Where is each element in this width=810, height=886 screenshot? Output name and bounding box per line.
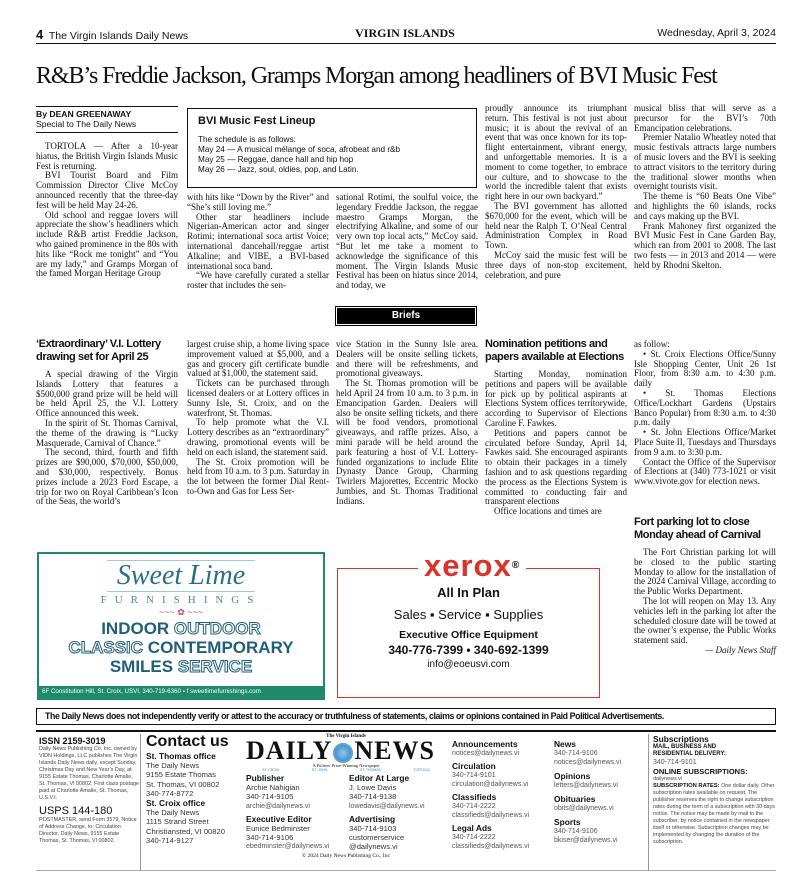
xerox-email: info@eoeusvi.com <box>427 659 510 670</box>
departments-right <box>554 739 646 845</box>
xerox-company: Executive Office Equipment <box>399 629 538 641</box>
issn: ISSN 2159-3019 <box>39 736 106 746</box>
lottery-column-1 <box>36 338 178 507</box>
paragraph: sational Rotimi, the soulful voice, the legendary Freddie Jackson, the reggae maestro Gramps Morgan, the electrifying Alkaline, and some of our very own top local acts,” McCoy said. “But let me take a moment to acknowledge the significance of this moment. The Virgin Islands Music Festival has been on hiatus since 2014, and today, we <box>336 192 478 291</box>
story-column-4 <box>485 104 627 280</box>
staff-left <box>246 773 349 851</box>
eal-name: J. Lowe Davis <box>349 783 397 793</box>
ad-word: OUTDOOR <box>173 619 261 638</box>
paragraph: The second, third, fourth and fifth prizes are $90,000, $70,000, $50,000, and $30,000, respectively. Bonus prizes include a 2023 Ford Escape, a trip for two on Royal Caribbean’s Icon of the Seas, the world’s <box>36 447 178 507</box>
xerox-wordmark: xerox <box>424 548 512 583</box>
dept-email[interactable]: classifieds@dailynews.vi <box>452 843 530 850</box>
story-column-2 <box>187 193 329 291</box>
header-rule <box>36 43 776 44</box>
sidebar-intro: The schedule is as follows: <box>198 135 296 144</box>
paragraph: The Fort Christian parking lot will be closed to the public starting Monday to allow for the installation of the 2024 Carnival Village, according to the Public Works Department. <box>634 547 776 597</box>
office-line: 1115 Strand Street <box>146 817 209 827</box>
paragraph: • St. Croix Elections Office/Sunny Isle Shopping Center, Unit 26 1st Floor, from 8:30 a.m. to 4:30 p.m. daily <box>634 348 776 389</box>
office-line: Christiansted, VI 00820 <box>146 826 225 836</box>
dept-title: Legal Ads <box>452 823 492 833</box>
ad-line-1 <box>39 619 323 638</box>
sidebar-item: May 24 — A musical mélange of soca, afrobeat and r&b <box>198 145 401 154</box>
dept-phone: 340-714-9106 <box>554 750 598 757</box>
byline-credit: Special to The Daily News <box>36 119 137 129</box>
dept-phone: 340-714-2222 <box>452 834 496 841</box>
xerox-logo <box>418 548 526 583</box>
advertising-title: Advertising <box>349 813 396 824</box>
dept-phone: 340-714-2222 <box>452 803 496 810</box>
office-line: The Daily News <box>146 808 200 818</box>
xerox-plan: All In Plan <box>437 585 500 600</box>
dept-email[interactable]: notices@dailynews.vi <box>554 759 622 766</box>
island: TORTOLA <box>413 768 430 773</box>
section-name: VIRGIN ISLANDS <box>355 26 455 40</box>
paragraph: Other star headliners include Nigerian-American actor and singer Rotimi; international soca artist Voice; international dancehall/reggae artist Alkaline; and VIBE, a BVI-based international soca band. <box>187 211 329 271</box>
paragraph: • St. John Elections Office/Market Place Suite II, Tuesdays and Thursdays from 9 a.m. to 3:30 p.m. <box>634 427 776 457</box>
paragraph: The theme is “60 Beats One Vibe” and highlights the 60 islands, rocks and cays making up the BVI. <box>634 191 776 221</box>
divider <box>140 734 141 871</box>
subs-site[interactable]: dailynews.vi <box>653 776 683 782</box>
contact-title: Contact us <box>146 733 229 750</box>
publisher-phone: 340-714-9105 <box>246 792 294 802</box>
paragraph: Starting Monday, nomination petitions and papers will be available for pick up by political aspirants at Elections System offices territorywide, according to Supervisor of Elections Caroline F. Fawkes. <box>485 369 627 428</box>
island: ST. THOMAS <box>359 768 381 773</box>
story-column-3 <box>336 193 478 291</box>
dept-email[interactable]: classifieds@dailynews.vi <box>452 812 530 819</box>
subs-mail: RESIDENTIAL DELIVERY: <box>653 751 726 757</box>
paragraph: In the spirit of St. Thomas Carnival, the theme of the drawing is “Lucky Masquerade, Carnival of Chance.” <box>36 417 178 448</box>
advertising-email[interactable]: @dailynews.vi <box>349 842 398 852</box>
subs-phone: 340-714-9101 <box>653 759 697 766</box>
paragraph: Office locations and times are <box>494 506 602 517</box>
ad-word: CLASSIC <box>68 638 144 657</box>
office-line: The Daily News <box>146 761 200 770</box>
paragraph: A special drawing of the Virgin Islands Lottery that features a $500,000 grand prize will be held will be held April 25, the V.I. Lottery Office announced this week. <box>36 369 178 419</box>
exec-editor-name: Eunice Bedminster <box>246 823 310 833</box>
xerox-ad[interactable] <box>337 548 600 698</box>
fort-article <box>634 516 776 656</box>
dept-title: Circulation <box>452 761 496 771</box>
subs-title: Subscriptions <box>653 734 709 744</box>
masthead-islands <box>246 768 446 772</box>
paragraph: The BVI government has allotted $670,000 for the event, which will be held near the Ralph T. O’Neal Central Administration Complex in Road Town. <box>485 200 627 251</box>
paragraph: Old school and reggae lovers will appreciate the show’s headliners which include R&B artist Freddie Jackson, who gained prominence in the 80s with hits like “Rock me tonight” and “You are my lady,” and Gramps Morgan of the famed Morgan Heritage Group <box>36 209 178 279</box>
masthead-tagline: A Pulitzer Prize-Winning Newspaper <box>312 763 380 769</box>
issue-date: Wednesday, April 3, 2024 <box>657 27 776 39</box>
paragraph: as follow: <box>634 339 670 349</box>
nomination-headline: Nomination petitions and papers available at Elections <box>485 338 624 363</box>
publisher-email[interactable]: archie@dailynews.vi <box>246 802 310 810</box>
staff-right <box>349 773 446 851</box>
copyright: © 2024 Daily News Publishing Co., Inc <box>302 852 390 859</box>
masthead-top: The Virgin Islands <box>326 734 366 739</box>
lottery-headline: ‘Extraordinary’ V.I. Lottery drawing set for April 25 <box>36 338 161 363</box>
publisher-name: Archie Nahigian <box>246 783 300 793</box>
dept-email[interactable]: obits@dailynews.vi <box>554 805 614 812</box>
office-line: 9155 Estate Thomas <box>146 770 216 780</box>
sidebar-item: May 26 — Jazz, soul, oldies, pop, and Latin. <box>198 165 359 174</box>
sidebar-title: BVI Music Fest Lineup <box>198 115 316 127</box>
story-text <box>36 142 178 279</box>
paragraph: Premier Natalio Wheatley noted that music festivals attracts large numbers of music lovers and the BVI is seeking to attract visitors to the territory during the traditional slower months when overnight tourists visit. <box>634 132 776 192</box>
paragraph: musical bliss that will serve as a precursor for the BVI’s 70th Emancipation celebrations. <box>634 103 776 133</box>
dept-title: Sports <box>554 817 581 827</box>
lottery-column-2 <box>187 340 329 497</box>
eal-title: Editor At Large <box>349 773 410 784</box>
briefs-banner: Briefs <box>337 308 475 324</box>
issn-text: Daily News Publishing Co. Inc. owned by VIDN Holdings, LLC publishes The Virgin Islands Daily News daily, except Sunday, Christmas Day and New Year’s Day, at 9155 Estate Thomas, Charlotte Amalie, St. Thomas, VI 00802. First class postage paid at Charlotte Amalie, St. Thomas, U.S.V.I. <box>39 746 139 801</box>
office-line: St. Thomas, VI 00802 <box>146 779 220 789</box>
political-ad-disclaimer <box>36 708 776 725</box>
masthead-block <box>246 734 446 859</box>
usps: USPS 144-180 <box>39 805 113 817</box>
exec-editor-title: Executive Editor <box>246 813 312 824</box>
lineup-sidebar <box>187 108 477 188</box>
stt-office-title: St. Thomas office <box>146 751 216 761</box>
ad-word: SMILES <box>109 657 174 676</box>
dept-title: Opinions <box>554 771 591 781</box>
byline-author: By DEAN GREENAWAY <box>36 109 132 119</box>
paper-name: The Virgin Islands Daily News <box>48 30 189 42</box>
paragraph: The lot will reopen on May 13. Any vehicles left in the parking lot after the scheduled closure date will be towed at the owner’s expense, the Public Works statement said. <box>634 595 776 646</box>
exec-editor-email[interactable]: ebedminster@dailynews.vi <box>246 843 330 851</box>
departments-left <box>452 739 552 851</box>
sweetlime-logo: Sweet Lime <box>107 560 255 592</box>
dept-phone: 340-714-9101 <box>452 772 496 779</box>
sweetlime-subtitle: FURNISHINGS <box>100 594 262 606</box>
paragraph: To help promote what the V.I. Lottery describes as an “extraordinary” drawing, promotional events will be held on each island, the statement said. <box>187 417 329 457</box>
subscriptions-block <box>653 734 775 846</box>
xerox-phones: 340-776-7399 • 340-692-1399 <box>388 643 549 657</box>
paragraph: McCoy said the music fest will be three days of non-stop excitement, celebration, and pure <box>485 249 627 280</box>
dept-email[interactable]: letters@dailynews.vi <box>554 782 618 789</box>
paragraph: BVI Tourist Board and Film Commission Director Clive McCoy announced recently that the three-day fest will be held May 24-26. <box>36 170 178 210</box>
paragraph: with hits like “Down by the River” and “She’s still loving me.” <box>187 192 329 212</box>
story-column-1 <box>36 106 178 279</box>
lottery-text <box>36 370 178 507</box>
ad-word: INDOOR <box>101 619 170 638</box>
subs-rates-text: One dollar daily. Other subscription rates available on request. The publisher reserves the right to change subscription rates during the term of a subscription with 30 days notice. The notice may be made by mail to the subscriber, by notice contained in the newspaper itself or otherwise. Subscription changes may be implemented by changing the duration of the subscription. <box>653 783 775 845</box>
dept-title: News <box>554 739 576 749</box>
registered-mark: ® <box>511 560 521 571</box>
paragraph: The St. Thomas promotion will be held April 24 from 10 a.m. to 3 p.m. in Emancipation Garden. Dealers will also be onsite selling tickets, and there will be food vendors, promotional giveaways, and raffle prizes. Also, a mini parade will be held around the park featuring a host of V.I. Lottery-funded organizations to include Elite Dynasty Dance Group, Charming Twirlers Majorettes, Eccentric Mocko Jumbies, and St. Thomas Traditional Indians. <box>336 378 478 506</box>
subs-mail: MAIL, BUSINESS AND <box>653 744 717 750</box>
exec-editor-phone: 340-714-9106 <box>246 832 294 842</box>
sidebar-item: May 25 — Reggae, dance hall and hip hop <box>198 155 354 164</box>
ad-line-2 <box>39 638 323 657</box>
issn-block <box>39 736 139 845</box>
subs-online: ONLINE SUBSCRIPTIONS: <box>653 767 748 776</box>
island: ST. CROIX <box>262 768 280 773</box>
sweetlime-contact: 6F Constitution Hill, St. Croix, USVI, 340-719-6360 ▪ f sweetlimefurnishings.com <box>39 686 323 698</box>
main-headline: R&B’s Freddie Jackson, Gramps Morgan among headliners of BVI Music Fest <box>36 63 717 89</box>
masthead-word: DAILY <box>246 736 333 765</box>
contact-footer <box>36 730 776 871</box>
byline <box>36 106 178 133</box>
nomination-column-2 <box>634 340 776 487</box>
advertising-phone: 340-714-9103 <box>349 823 397 833</box>
paragraph: vice Station in the Sunny Isle area. Dealers will be onsite selling tickets, and there will be refreshments, and promotional giveaways. <box>336 339 478 379</box>
paragraph: The St. Croix promotion will be held from 10 a.m. to 3 p.m. Saturday in the lot between the former Dial Rent-to-Own and Gas for Less Ser- <box>187 456 329 496</box>
eal-phone: 340-714-9138 <box>349 792 397 802</box>
xerox-services: Sales ▪ Service ▪ Supplies <box>393 607 544 622</box>
office-phone: 340-774-8772 <box>146 788 194 798</box>
page-folio <box>36 27 188 42</box>
paragraph: Tickets can be purchased through licensed dealers or at Lottery offices in Sunny Isle, St. Croix, and on the waterfront, St. Thomas. <box>187 378 329 418</box>
disclaimer-text: The Daily News does not independently verify or attest to the accuracy or truthfulness of statements, claims or opinions contained in Paid Political Advertisements. <box>45 711 664 721</box>
sweetlime-ad[interactable] <box>37 552 325 700</box>
dept-email[interactable]: circulation@dailynews.vi <box>452 781 529 788</box>
fort-text <box>634 548 776 646</box>
fort-headline: Fort parking lot to close Monday ahead of Carnival <box>634 516 761 541</box>
masthead-word: NEWS <box>354 736 435 765</box>
lottery-column-3 <box>336 340 478 507</box>
fort-signoff: — Daily News Staff <box>705 644 776 655</box>
paragraph: proudly announce its triumphant return. This festival is not just about music; it is about the revival of an event that was once known for its top-flight entertainment, vibrant energy, and unforgettable memories. It is a moment to come together, to embrace our culture, and to showcase to the world the incredible talent that exists right here in our own backyard.” <box>485 103 627 202</box>
ad-word: SERVICE <box>177 657 253 676</box>
publisher-title: Publisher <box>246 773 285 784</box>
dept-title: Classifieds <box>452 792 497 802</box>
paragraph: TORTOLA — After a 10-year hiatus, the British Virgin Islands Music Fest is returning. <box>36 141 178 171</box>
island: ST. JOHN <box>311 768 328 773</box>
ad-word: CONTEMPORARY <box>147 638 294 657</box>
page-number: 4 <box>36 27 44 42</box>
ad-line-3 <box>39 657 323 676</box>
story-column-5 <box>634 104 776 271</box>
paragraph: Contact the Office of the Supervisor of Elections at (340) 773-1021 or visit www.vivote.gov for election news. <box>634 456 776 487</box>
eal-email[interactable]: lowedavis@dailynews.vi <box>349 802 425 810</box>
flourish-icon: ~~~ ✿ ~~~ <box>158 607 204 617</box>
subs-rates-label: SUBSCRIPTION RATES: <box>653 783 720 789</box>
paragraph: “We have carefully curated a stellar roster that includes the sen- <box>187 270 329 291</box>
paragraph: Petitions and papers cannot be circulated before Sunday, April 14, Fawkes said. She encouraged aspirants to obtain their packages in a timely fashion and to ask questions regarding the process as the Elections System is committed to conducting fair and transparent elections <box>485 427 627 507</box>
globe-icon <box>333 743 353 763</box>
dept-title: Announcements <box>452 739 518 749</box>
stx-office-title: St. Croix office <box>146 798 206 809</box>
divider <box>648 734 649 871</box>
advertising-email[interactable]: customerservice <box>349 832 405 842</box>
dept-phone: 340-714-9106 <box>554 828 598 835</box>
dept-email[interactable]: bkiser@dailynews.vi <box>554 837 618 844</box>
nomination-text <box>485 370 627 517</box>
paragraph: • St. Thomas Elections Office/Lockhart Gardens (Upstairs Banco Popular) from 8:30 a.m. to 4:30 p.m. daily <box>634 387 776 428</box>
contact-offices <box>146 733 246 845</box>
office-phone: 340-714-9127 <box>146 836 194 846</box>
usps-text: POSTMASTER, send Form 3579, Notice of Address Change, to: Circulation Director, Daily News, 9155 Estate Thomas, St. Thomas, VI 00802. <box>39 817 137 844</box>
paragraph: largest cruise ship, a home living space improvement valued at $5,000, and a gas and grocery gift certificate bundle valued at $1,000, the statement said. <box>187 339 329 379</box>
nomination-column-1 <box>485 338 627 517</box>
paragraph: Frank Mahoney first organized the BVI Music Fest in Cane Garden Bay, which ran from 2001 to 2008. The last two fests — in 2013 and 2014 — were held by Rhodni Skelton. <box>634 220 776 270</box>
dept-email[interactable]: notices@dailynews.vi <box>452 750 520 757</box>
dept-title: Obituaries <box>554 794 596 804</box>
